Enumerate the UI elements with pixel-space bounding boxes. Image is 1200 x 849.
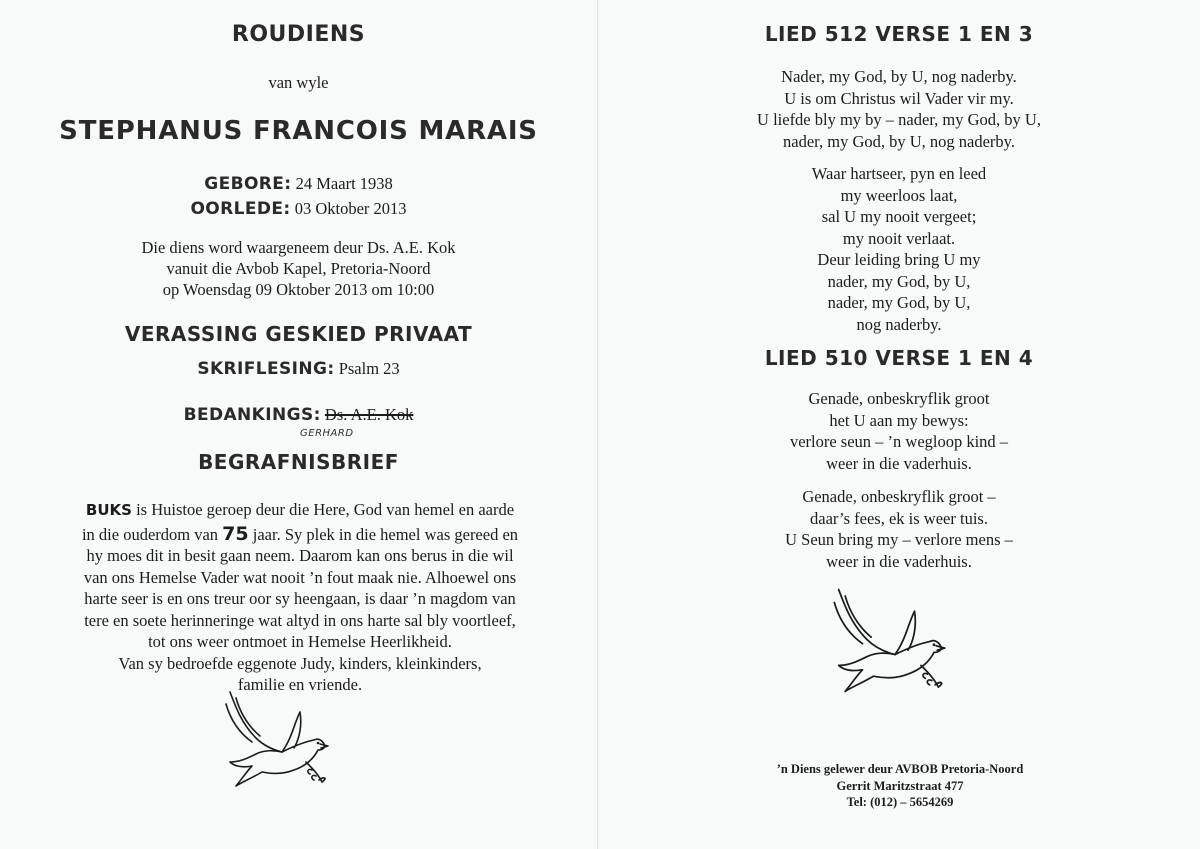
dove-icon	[222, 688, 342, 803]
footer-line: Tel: (012) – 5654269	[846, 795, 954, 809]
subtitle: van wyle	[268, 73, 329, 92]
letter-line: tot ons weer ontmoet in Hemelse Heerlikheid.	[148, 632, 452, 651]
thanks-value-struck: Ds. A.E. Kok	[324, 405, 414, 424]
thanks-label: BEDANKINGS:	[183, 405, 321, 425]
letter-line: harte seer is en ons treur oor sy heengaan, is daar ’n magdom van	[84, 589, 516, 608]
service-line: vanuit die Avbob Kapel, Pretoria-Noord	[166, 259, 431, 278]
lyric-line: Genade, onbeskryflik groot –	[802, 487, 996, 506]
reading-value: Psalm 23	[338, 359, 400, 378]
reading-label: SKRIFLESING:	[197, 359, 335, 379]
letter-line: van ons Hemelse Vader wat nooit ’n fout maak nie. Alhoewel ons	[83, 567, 517, 587]
hymn1-verse2	[598, 163, 1200, 335]
letter-title: BEGRAFNISBRIEF	[198, 450, 399, 474]
hymn1-title: LIED 512 VERSE 1 EN 3	[764, 22, 1034, 46]
footer-line: ’n Diens gelewer deur AVBOB Pretoria-Noord	[776, 762, 1024, 776]
lyric-line: daar’s fees, ek is weer tuis.	[810, 508, 988, 528]
born-date: 24 Maart 1938	[295, 174, 393, 193]
funeral-home-footer	[700, 761, 1100, 811]
right-page	[598, 0, 1200, 849]
lyric-line: Genade, onbeskryflik groot	[808, 389, 990, 408]
lyric-line: U liefde bly my by – nader, my God, by U,	[757, 110, 1041, 129]
lyric-line: nader, my God, by U, nog naderby.	[783, 131, 1015, 151]
handwritten-correction: GERHARD	[300, 428, 354, 439]
service-title: ROUDIENS	[231, 22, 366, 47]
lyric-line: het U aan my bewys:	[829, 410, 969, 430]
reading-line	[0, 358, 597, 380]
lyric-line: Deur leiding bring U my	[817, 250, 981, 269]
lyric-line: Waar hartseer, pyn en leed	[811, 164, 987, 183]
hymn2-verse1	[598, 388, 1200, 474]
hymn2-title: LIED 510 VERSE 1 EN 4	[764, 346, 1034, 370]
died-label: OORLEDE:	[190, 199, 291, 219]
lyric-line: Nader, my God, by U, nog naderby.	[781, 67, 1017, 86]
born-line	[0, 173, 597, 195]
letter-line: tere en soete herinneringe wat altyd in ons harte sal bly voortleef,	[84, 610, 516, 630]
condolence-letter	[40, 499, 560, 696]
service-details	[0, 237, 597, 300]
age-value: 75	[222, 522, 249, 545]
letter-line: in die ouderdom van	[81, 524, 223, 544]
letter-first-word: BUKS	[85, 501, 132, 519]
left-page	[0, 0, 597, 849]
lyric-line: U is om Christus wil Vader vir my.	[784, 88, 1014, 108]
letter-line: jaar. Sy plek in die hemel was gereed en	[248, 524, 519, 544]
lyric-line: nader, my God, by U,	[827, 293, 971, 312]
letter-line: Van sy bedroefde eggenote Judy, kinders, kleinkinders,	[118, 653, 482, 673]
lyric-line: nog naderby.	[856, 314, 942, 334]
thanks-line	[0, 404, 597, 426]
service-line: op Woensdag 09 Oktober 2013 om 10:00	[162, 280, 435, 299]
lyric-line: weer in die vaderhuis.	[826, 453, 972, 473]
dove-icon	[830, 585, 960, 710]
died-date: 03 Oktober 2013	[294, 199, 407, 218]
service-line: Die diens word waargeneem deur Ds. A.E. Kok	[141, 238, 456, 257]
lyric-line: weer in die vaderhuis.	[826, 551, 972, 571]
lyric-line: my nooit verlaat.	[842, 228, 956, 248]
letter-line: hy moes dit in besit gaan neem. Daarom kan ons berus in die wil	[86, 546, 514, 565]
lyric-line: U Seun bring my – verlore mens –	[785, 530, 1013, 549]
lyric-line: sal U my nooit vergeet;	[821, 207, 977, 226]
deceased-name: STEPHANUS FRANCOIS MARAIS	[59, 116, 538, 146]
footer-line: Gerrit Maritzstraat 477	[836, 778, 964, 793]
hymn1-verse1	[598, 66, 1200, 152]
letter-line: is Huistoe geroep deur die Here, God van hemel en aarde	[131, 500, 515, 519]
lyric-line: nader, my God, by U,	[827, 271, 971, 291]
lyric-line: verlore seun – ’n wegloop kind –	[789, 432, 1009, 451]
lyric-line: my weerloos laat,	[840, 185, 958, 205]
letter-line: familie en vriende.	[237, 675, 363, 694]
died-line	[0, 198, 597, 220]
cremation-note: VERASSING GESKIED PRIVAAT	[124, 322, 473, 346]
hymn2-verse2	[598, 486, 1200, 572]
born-label: GEBORE:	[204, 174, 292, 194]
